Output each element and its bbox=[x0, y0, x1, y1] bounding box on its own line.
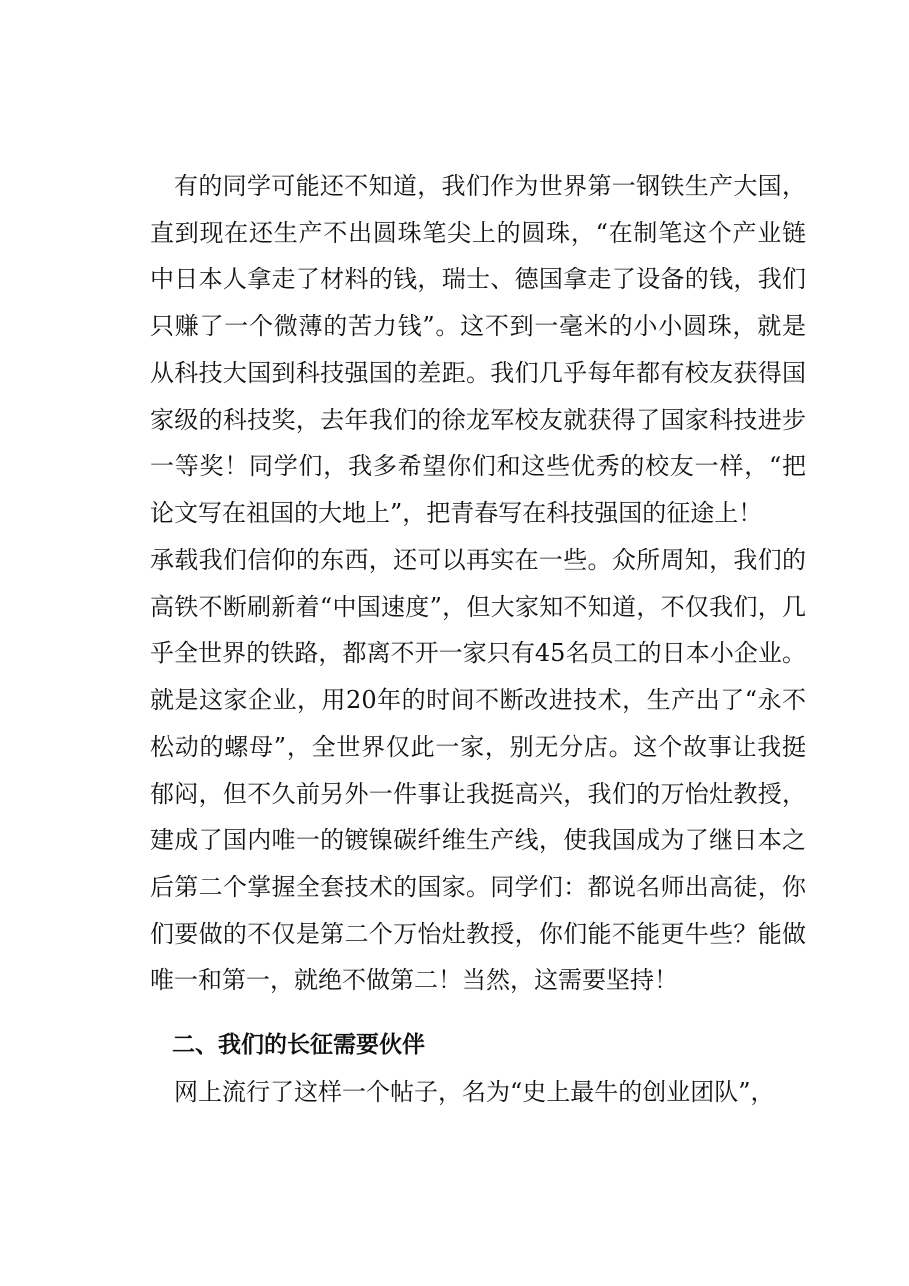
paragraph-startup-team: 网上流行了这样一个帖子，名为“史上最牛的创业团队”， bbox=[174, 1078, 775, 1106]
paragraph-high-speed-rail: 承载我们信仰的东西，还可以再实在一些。众所周知，我们的高铁不断刷新着“中国速度”，但大家知不知道，不仅我们，几乎全世界的铁路，都离不开一家只有45名员工的日本小企业。就是这家企业，用20年的时间不断改进技术，生产出了“永不松动的螺母”，全世界仅此一家，别无分店。这个故事让我挺郁闷，但不久前另外一件事让我挺高兴，我们的万怡灶教授，建成了国内唯一的镀镍碳纤维生产线，使我国成为了继日本之后第二个掌握全套技术的国家。同学们：都说名师出高徒，你们要做的不仅是第二个万怡灶教授，你们能不能更牛些？能做唯一和第一，就绝不做第二！当然，这需要坚持！ bbox=[150, 546, 806, 995]
section-heading: 二、我们的长征需要伙伴 bbox=[172, 1032, 425, 1058]
paragraph-steel-industry: 有的同学可能还不知道，我们作为世界第一钢铁生产大国，直到现在还生产不出圆珠笔尖上的圆珠，“在制笔这个产业链中日本人拿走了材料的钱，瑞士、德国拿走了设备的钱，我们只赚了一个微薄的苦力钱”。这不到一毫米的小小圆珠，就是从科技大国到科技强国的差距。我们几乎每年都有校友获得国家级的科技奖，去年我们的徐龙军校友就获得了国家科技进步一等奖！同学们，我多希望你们和这些优秀的校友一样，“把论文写在祖国的大地上”，把青春写在科技强国的征途上！ bbox=[150, 172, 806, 527]
